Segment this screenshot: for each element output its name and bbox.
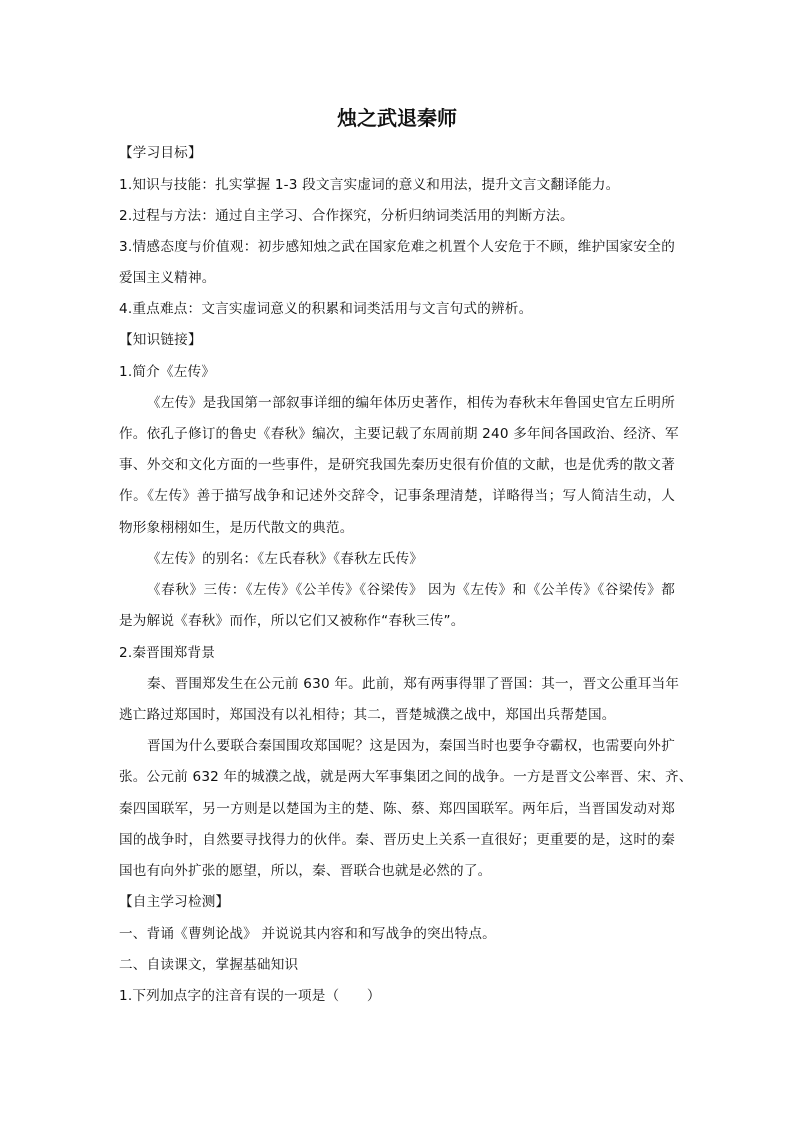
- paragraph-line: 是为解说《春秋》而作，所以它们又被称作“春秋三传”。: [119, 613, 465, 629]
- paragraph-line: 逃亡路过郑国时，郑国没有以礼相待；其二，晋楚城濮之战中，郑国出兵帮楚国。: [119, 707, 616, 723]
- paragraph-line: 物形象栩栩如生，是历代散文的典范。: [119, 520, 354, 536]
- paragraph-line: 秦四国联军，另一方则是以楚国为主的楚、陈、蔡、郑四国联军。两年后，当晋国发动对郑: [119, 801, 675, 817]
- goal-line-1: 1.知识与技能：扎实掌握 1-3 段文言实虚词的意义和用法，提升文言文翻译能力。: [119, 177, 620, 193]
- paragraph-line: 国的战争时，自然要寻找得力的伙伴。秦、晋历史上关系一直很好；更重要的是，这时的秦: [119, 832, 675, 848]
- paragraph-line: 张。公元前 632 年的城濮之战，就是两大军事集团之间的战争。一方是晋文公率晋、宋、齐、: [119, 769, 693, 785]
- subheading-zuozhuan: 1.简介《左传》: [119, 364, 216, 380]
- section-heading-learning-goals: 【学习目标】: [119, 145, 202, 161]
- section-heading-knowledge-link: 【知识链接】: [119, 332, 202, 348]
- paragraph-line: 晋国为什么要联合秦国围攻郑国呢？这是因为，秦国当时也要争夺霸权，也需要向外扩: [147, 738, 675, 754]
- paragraph-line: 作。依孔子修订的鲁史《春秋》编次，主要记载了东周前期 240 多年间各国政治、经济、军: [119, 426, 679, 442]
- section-heading-self-check: 【自主学习检测】: [119, 894, 230, 910]
- paragraph-line: 秦、晋围郑发生在公元前 630 年。此前，郑有两事得罪了晋国：其一，晋文公重耳当年: [147, 676, 680, 692]
- question-line-1: 1.下列加点字的注音有误的一项是（ ）: [119, 988, 381, 1004]
- goal-line-3: 3.情感态度与价值观：初步感知烛之武在国家危难之机置个人安危于不顾，维护国家安全的: [119, 239, 675, 255]
- paragraph-line: 国也有向外扩张的愿望，所以，秦、晋联合也就是必然的了。: [119, 863, 492, 879]
- exercise-line-1: 一、背诵《曹刿论战》 并说说其内容和和写战争的突出特点。: [119, 926, 496, 942]
- paragraph-line: 《春秋》三传：《左传》《公羊传》《谷梁传》 因为《左传》和《公羊传》《谷梁传》都: [147, 582, 675, 598]
- subheading-background: 2.秦晋围郑背景: [119, 645, 216, 661]
- exercise-line-2: 二、自读课文，掌握基础知识: [119, 957, 299, 973]
- document-title: 烛之武退秦师: [337, 106, 457, 130]
- paragraph-line: 《左传》是我国第一部叙事详细的编年体历史著作，相传为春秋末年鲁国史官左丘明所: [147, 395, 675, 411]
- paragraph-line: 作。《左传》善于描写战争和记述外交辞令，记事条理清楚，详略得当；写人简洁生动，人: [119, 488, 675, 504]
- goal-line-4: 4.重点难点：文言实虚词意义的积累和词类活用与文言句式的辨析。: [119, 301, 533, 317]
- paragraph-line: 事、外交和文化方面的一些事件，是研究我国先秦历史很有价值的文献，也是优秀的散文著: [119, 457, 675, 473]
- goal-line-3-cont: 爱国主义精神。: [119, 270, 216, 286]
- goal-line-2: 2.过程与方法：通过自主学习、合作探究，分析归纳词类活用的判断方法。: [119, 208, 574, 224]
- paragraph-line-aliases: 《左传》的别名：《左氏春秋》《春秋左氏传》: [147, 551, 424, 567]
